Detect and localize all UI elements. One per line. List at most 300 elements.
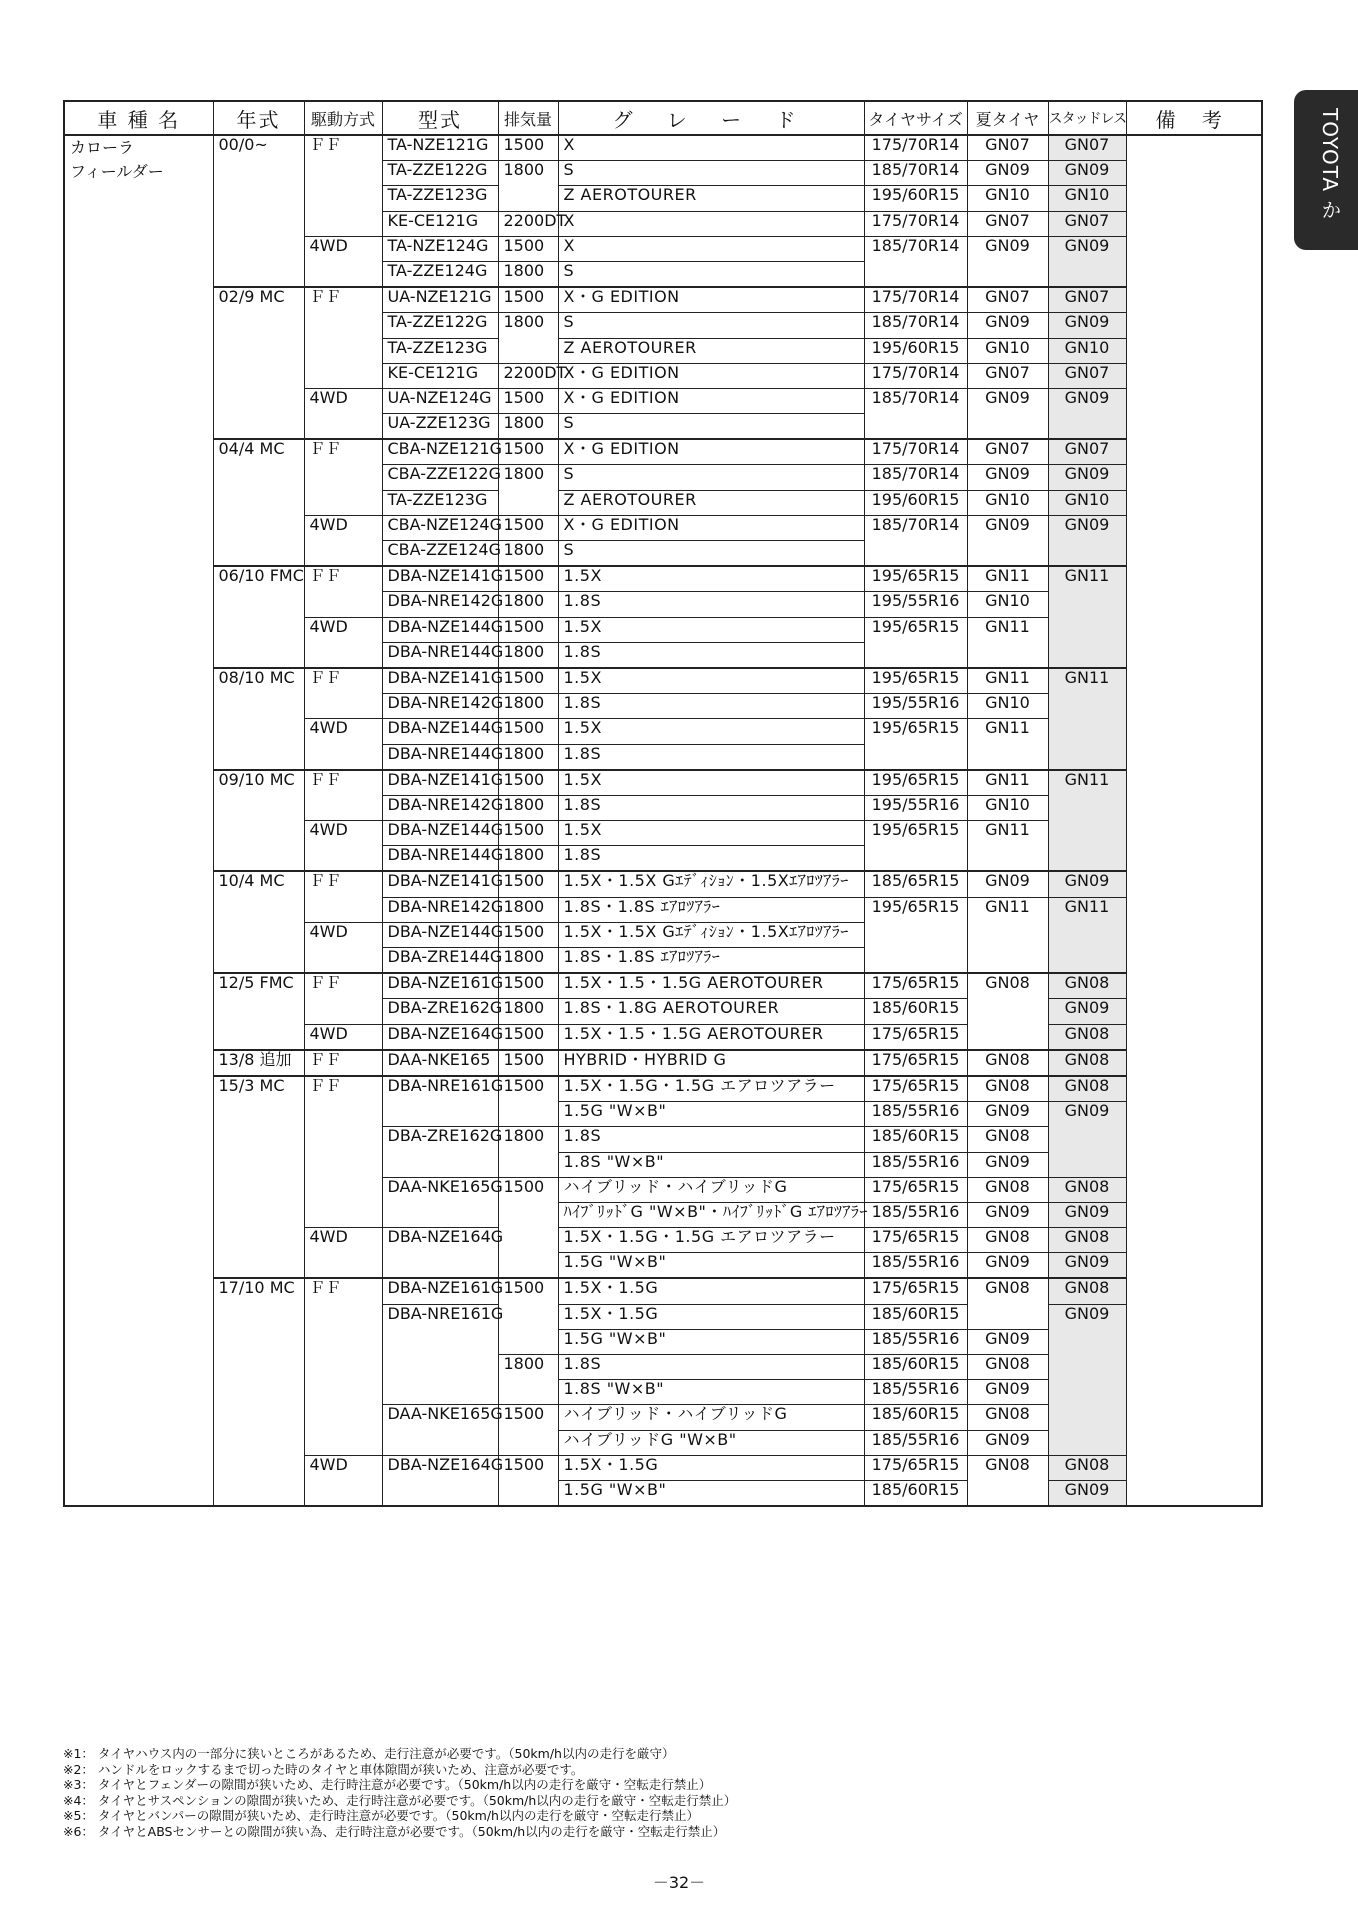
- grade-cell: 1.5G "W×B": [558, 1480, 864, 1506]
- displacement-cell: 1800: [498, 465, 558, 515]
- summer-tire-cell: GN07: [967, 363, 1048, 388]
- summer-tire-cell: GN09: [967, 1380, 1048, 1405]
- studless-tire-cell: GN07: [1048, 211, 1126, 236]
- tire-size-cell: 185/70R14: [864, 313, 967, 338]
- tire-size-cell: 195/65R15: [864, 668, 967, 694]
- model-cell: KE-CE121G: [382, 211, 498, 236]
- drive-cell: ＦＦ: [304, 135, 382, 236]
- model-cell: DBA-NZE161G: [382, 973, 498, 999]
- tire-size-cell: 185/60R15: [864, 999, 967, 1024]
- grade-cell: X: [558, 236, 864, 261]
- grade-cell: 1.5X: [558, 719, 864, 744]
- tire-size-cell: 175/65R15: [864, 1024, 967, 1050]
- footnote-line: ※5： タイヤとバンパーの隙間が狭いため、走行時注意が必要です。（50km/h以内の走行を厳守・空転走行禁止）: [63, 1808, 699, 1823]
- drive-cell: 4WD: [304, 515, 382, 566]
- model-cell: UA-NZE124G: [382, 388, 498, 413]
- table-row: [64, 287, 1262, 313]
- model-cell: TA-ZZE123G: [382, 338, 498, 363]
- displacement-cell: 1800: [498, 592, 558, 617]
- displacement-cell: 1800: [498, 999, 558, 1024]
- model-cell: CBA-NZE121G: [382, 439, 498, 465]
- summer-tire-cell: GN09: [967, 1102, 1048, 1127]
- displacement-cell: 1500: [498, 287, 558, 313]
- summer-tire-cell: GN10: [967, 592, 1048, 617]
- year-cell: 12/5 FMC: [213, 973, 304, 1050]
- displacement-cell: 2200DT: [498, 211, 558, 236]
- displacement-cell: 1800: [498, 313, 558, 363]
- model-cell: DBA-NRE142G: [382, 795, 498, 820]
- tire-size-cell: 175/65R15: [864, 1455, 967, 1480]
- grade-cell: 1.8S・1.8G AEROTOURER: [558, 999, 864, 1024]
- maker-index-tab[interactable]: [1294, 90, 1358, 250]
- grade-cell: 1.8S: [558, 1355, 864, 1380]
- drive-cell: 4WD: [304, 719, 382, 770]
- car-name-line: フィールダー: [70, 162, 164, 181]
- tire-size-cell: 175/65R15: [864, 1076, 967, 1102]
- drive-cell: 4WD: [304, 1228, 382, 1279]
- tire-size-cell: 175/65R15: [864, 1278, 967, 1304]
- year-cell: 09/10 MC: [213, 770, 304, 872]
- drive-cell: 4WD: [304, 1024, 382, 1050]
- tire-size-cell: 185/70R14: [864, 515, 967, 566]
- displacement-cell: 1800: [498, 261, 558, 287]
- tire-size-cell: 195/60R15: [864, 338, 967, 363]
- model-cell: DBA-NZE141G: [382, 770, 498, 796]
- summer-tire-cell: GN09: [967, 1253, 1048, 1279]
- tire-size-cell: 175/65R15: [864, 1228, 967, 1253]
- tire-size-cell: 195/65R15: [864, 617, 967, 668]
- displacement-cell: 1800: [498, 1355, 558, 1405]
- model-cell: DBA-ZRE162G: [382, 1127, 498, 1177]
- summer-tire-cell: GN09: [967, 1152, 1048, 1177]
- drive-cell: 4WD: [304, 1455, 382, 1506]
- displacement-cell: 1500: [498, 973, 558, 999]
- header-year: 年式: [213, 101, 304, 135]
- summer-tire-cell: GN09: [967, 1202, 1048, 1227]
- studless-tire-cell: GN08: [1048, 1455, 1126, 1480]
- displacement-cell: 1800: [498, 1127, 558, 1177]
- tire-size-cell: 195/65R15: [864, 719, 967, 770]
- grade-cell: 1.5G "W×B": [558, 1102, 864, 1127]
- grade-cell: S: [558, 541, 864, 567]
- studless-tire-cell: GN11: [1048, 897, 1126, 973]
- model-cell: DBA-NZE144G: [382, 922, 498, 947]
- displacement-cell: 1500: [498, 1024, 558, 1050]
- tire-size-cell: 175/65R15: [864, 1050, 967, 1076]
- studless-tire-cell: GN07: [1048, 287, 1126, 313]
- model-cell: DBA-NRE142G: [382, 592, 498, 617]
- displacement-cell: 1500: [498, 821, 558, 846]
- summer-tire-cell: GN09: [967, 161, 1048, 186]
- grade-cell: Z AEROTOURER: [558, 490, 864, 515]
- grade-cell: 1.5X: [558, 770, 864, 796]
- table-row: [64, 1278, 1262, 1304]
- tire-size-cell: 185/55R16: [864, 1202, 967, 1227]
- header-row: [64, 101, 1262, 135]
- grade-cell: X・G EDITION: [558, 388, 864, 413]
- grade-cell: 1.8S・1.8S ｴｱﾛﾂｱﾗｰ: [558, 897, 864, 922]
- displacement-cell: 1800: [498, 846, 558, 872]
- table-row: [64, 135, 1262, 161]
- studless-tire-cell: GN09: [1048, 236, 1126, 287]
- grade-cell: 1.5X・1.5G: [558, 1278, 864, 1304]
- grade-cell: 1.8S: [558, 795, 864, 820]
- table-row: [64, 871, 1262, 897]
- summer-tire-cell: GN07: [967, 135, 1048, 161]
- grade-cell: ハイブリッド・ハイブリッドG: [558, 1177, 864, 1202]
- model-cell: DBA-ZRE162G: [382, 999, 498, 1024]
- footnotes: [63, 1746, 1213, 1839]
- year-cell: 10/4 MC: [213, 871, 304, 973]
- summer-tire-cell: GN10: [967, 795, 1048, 820]
- footnote-line: ※6： タイヤとABSセンサーとの隙間が狭い為、走行時注意が必要です。（50km/h以内の走行を厳守・空転走行禁止）: [63, 1823, 726, 1839]
- drive-cell: ＦＦ: [304, 439, 382, 515]
- drive-cell: ＦＦ: [304, 770, 382, 821]
- grade-cell: X・G EDITION: [558, 287, 864, 313]
- tire-size-cell: 185/55R16: [864, 1329, 967, 1354]
- summer-tire-cell: GN08: [967, 1127, 1048, 1152]
- tire-size-cell: 195/55R16: [864, 795, 967, 820]
- year-cell: 08/10 MC: [213, 668, 304, 770]
- summer-tire-cell: GN11: [967, 770, 1048, 796]
- displacement-cell: 1500: [498, 719, 558, 744]
- footnote-line: ※4： タイヤとサスペンションの隙間が狭いため、走行時注意が必要です。（50km/h以内の走行を厳守・空転走行禁止）: [63, 1792, 737, 1808]
- summer-tire-cell: GN11: [967, 897, 1048, 973]
- displacement-cell: 1800: [498, 948, 558, 974]
- model-cell: DBA-NZE164G: [382, 1024, 498, 1050]
- summer-tire-cell: GN09: [967, 313, 1048, 338]
- grade-cell: 1.5X・1.5G: [558, 1455, 864, 1480]
- summer-tire-cell: GN10: [967, 186, 1048, 211]
- summer-tire-cell: GN10: [967, 338, 1048, 363]
- studless-tire-cell: GN09: [1048, 465, 1126, 490]
- displacement-cell: 1500: [498, 770, 558, 796]
- grade-cell: S: [558, 161, 864, 186]
- model-cell: TA-ZZE122G: [382, 161, 498, 186]
- tire-size-cell: 185/60R15: [864, 1127, 967, 1152]
- model-cell: UA-NZE121G: [382, 287, 498, 313]
- summer-tire-cell: GN08: [967, 1177, 1048, 1202]
- model-cell: TA-ZZE124G: [382, 261, 498, 287]
- summer-tire-cell: GN11: [967, 566, 1048, 592]
- grade-cell: 1.5X・1.5X Gｴﾃﾞｨｼｮﾝ・1.5Xｴｱﾛﾂｱﾗｰ: [558, 871, 864, 897]
- studless-tire-cell: GN11: [1048, 770, 1126, 872]
- summer-tire-cell: GN11: [967, 617, 1048, 668]
- model-cell: DBA-NRE144G: [382, 642, 498, 668]
- tire-size-cell: 185/70R14: [864, 465, 967, 490]
- grade-cell: S: [558, 465, 864, 490]
- model-cell: DBA-NZE161G: [382, 1278, 498, 1304]
- summer-tire-cell: GN08: [967, 1228, 1048, 1253]
- displacement-cell: 1500: [498, 1076, 558, 1127]
- tire-size-cell: 185/55R16: [864, 1380, 967, 1405]
- tire-size-cell: 185/55R16: [864, 1430, 967, 1455]
- grade-cell: ハイブリッドG "W×B": [558, 1430, 864, 1455]
- model-cell: DBA-NRE142G: [382, 694, 498, 719]
- summer-tire-cell: GN07: [967, 439, 1048, 465]
- grade-cell: X: [558, 135, 864, 161]
- tire-size-cell: 185/60R15: [864, 1355, 967, 1380]
- summer-tire-cell: GN07: [967, 287, 1048, 313]
- table-row: [64, 1076, 1262, 1102]
- model-cell: DBA-NZE164G: [382, 1228, 498, 1279]
- displacement-cell: 1800: [498, 161, 558, 211]
- drive-cell: ＦＦ: [304, 973, 382, 1024]
- model-cell: UA-ZZE123G: [382, 414, 498, 440]
- year-cell: 02/9 MC: [213, 287, 304, 439]
- summer-tire-cell: GN08: [967, 973, 1048, 1050]
- displacement-cell: 1500: [498, 515, 558, 540]
- grade-cell: 1.5X・1.5G・1.5G エアロツアラー: [558, 1228, 864, 1253]
- tire-size-cell: 185/70R14: [864, 388, 967, 439]
- tire-size-cell: 195/65R15: [864, 566, 967, 592]
- grade-cell: 1.5X・1.5・1.5G AEROTOURER: [558, 973, 864, 999]
- grade-cell: 1.8S: [558, 592, 864, 617]
- studless-tire-cell: GN08: [1048, 1076, 1126, 1102]
- header-drive: 駆動方式: [304, 101, 382, 135]
- summer-tire-cell: GN08: [967, 1050, 1048, 1076]
- studless-tire-cell: GN10: [1048, 490, 1126, 515]
- header-remarks: 備 考: [1126, 101, 1262, 135]
- grade-cell: 1.5G "W×B": [558, 1253, 864, 1279]
- studless-tire-cell: GN08: [1048, 1177, 1126, 1202]
- table-row: [64, 439, 1262, 465]
- summer-tire-cell: GN08: [967, 1405, 1048, 1430]
- displacement-cell: 1500: [498, 388, 558, 413]
- tire-size-cell: 185/60R15: [864, 1480, 967, 1506]
- tire-size-cell: 185/70R14: [864, 236, 967, 287]
- displacement-cell: 1500: [498, 922, 558, 947]
- grade-cell: Z AEROTOURER: [558, 186, 864, 211]
- displacement-cell: 1500: [498, 668, 558, 694]
- tire-fitment-table: [63, 100, 1263, 1507]
- grade-cell: 1.8S: [558, 694, 864, 719]
- summer-tire-cell: GN11: [967, 668, 1048, 694]
- model-cell: DBA-ZRE144G: [382, 948, 498, 974]
- summer-tire-cell: GN10: [967, 490, 1048, 515]
- model-cell: DBA-NZE144G: [382, 719, 498, 744]
- summer-tire-cell: GN11: [967, 719, 1048, 770]
- page-number: －32－: [652, 1873, 706, 1892]
- model-cell: CBA-NZE124G: [382, 515, 498, 540]
- summer-tire-cell: GN09: [967, 515, 1048, 566]
- drive-cell: ＦＦ: [304, 287, 382, 388]
- remarks-cell: [1126, 135, 1262, 1506]
- studless-tire-cell: GN09: [1048, 1202, 1126, 1227]
- displacement-cell: 1500: [498, 135, 558, 161]
- summer-tire-cell: GN11: [967, 821, 1048, 872]
- grade-cell: 1.5X・1.5G・1.5G エアロツアラー: [558, 1076, 864, 1102]
- tire-size-cell: 175/70R14: [864, 135, 967, 161]
- model-cell: TA-ZZE123G: [382, 490, 498, 515]
- tire-size-cell: 185/60R15: [864, 1405, 967, 1430]
- model-cell: DBA-NZE144G: [382, 821, 498, 846]
- studless-tire-cell: GN11: [1048, 668, 1126, 770]
- tire-size-cell: 175/70R14: [864, 211, 967, 236]
- grade-cell: X: [558, 211, 864, 236]
- year-cell: 17/10 MC: [213, 1278, 304, 1506]
- studless-tire-cell: GN09: [1048, 313, 1126, 338]
- summer-tire-cell: GN09: [967, 465, 1048, 490]
- car-name-line: カローラ: [70, 138, 135, 157]
- drive-cell: ＦＦ: [304, 1050, 382, 1076]
- summer-tire-cell: GN10: [967, 694, 1048, 719]
- grade-cell: 1.5G "W×B": [558, 1329, 864, 1354]
- studless-tire-cell: GN09: [1048, 388, 1126, 439]
- studless-tire-cell: GN10: [1048, 338, 1126, 363]
- tire-size-cell: 195/60R15: [864, 490, 967, 515]
- grade-cell: 1.8S: [558, 1127, 864, 1152]
- displacement-cell: 1500: [498, 439, 558, 465]
- summer-tire-cell: GN08: [967, 1355, 1048, 1380]
- drive-cell: 4WD: [304, 821, 382, 872]
- drive-cell: ＦＦ: [304, 1076, 382, 1228]
- tire-size-cell: 175/70R14: [864, 363, 967, 388]
- summer-tire-cell: GN09: [967, 871, 1048, 897]
- studless-tire-cell: GN09: [1048, 999, 1126, 1024]
- tire-size-cell: 195/60R15: [864, 186, 967, 211]
- studless-tire-cell: GN08: [1048, 1228, 1126, 1253]
- grade-cell: X・G EDITION: [558, 439, 864, 465]
- studless-tire-cell: GN09: [1048, 515, 1126, 566]
- studless-tire-cell: GN09: [1048, 161, 1126, 186]
- tire-size-cell: 185/55R16: [864, 1253, 967, 1279]
- model-cell: TA-ZZE122G: [382, 313, 498, 338]
- studless-tire-cell: GN09: [1048, 1253, 1126, 1279]
- drive-cell: ＦＦ: [304, 1278, 382, 1455]
- grade-cell: ハイブリッド・ハイブリッドG: [558, 1405, 864, 1430]
- studless-tire-cell: GN09: [1048, 1304, 1126, 1455]
- tire-size-cell: 195/65R15: [864, 821, 967, 872]
- displacement-cell: 1500: [498, 617, 558, 642]
- tire-size-cell: 185/55R16: [864, 1102, 967, 1127]
- car-name-cell: [64, 135, 213, 1506]
- summer-tire-cell: GN09: [967, 1329, 1048, 1354]
- drive-cell: 4WD: [304, 922, 382, 973]
- table-row: [64, 1050, 1262, 1076]
- grade-cell: S: [558, 313, 864, 338]
- header-car-name: 車 種 名: [64, 101, 213, 135]
- model-cell: TA-NZE124G: [382, 236, 498, 261]
- footnote-line: ※3： タイヤとフェンダーの隙間が狭いため、走行時注意が必要です。（50km/h以内の走行を厳守・空転走行禁止）: [63, 1777, 712, 1792]
- header-grade: グ レ ー ド: [558, 101, 864, 135]
- displacement-cell: 1500: [498, 1405, 558, 1455]
- studless-tire-cell: GN09: [1048, 871, 1126, 897]
- grade-cell: 1.8S "W×B": [558, 1380, 864, 1405]
- grade-cell: X・G EDITION: [558, 515, 864, 540]
- tire-size-cell: 195/65R15: [864, 770, 967, 796]
- summer-tire-cell: GN08: [967, 1076, 1048, 1102]
- model-cell: CBA-ZZE122G: [382, 465, 498, 490]
- displacement-cell: 1500: [498, 1177, 558, 1278]
- displacement-cell: 1500: [498, 1050, 558, 1076]
- model-cell: DBA-NZE141G: [382, 668, 498, 694]
- drive-cell: 4WD: [304, 236, 382, 287]
- summer-tire-cell: GN09: [967, 1430, 1048, 1455]
- tire-size-cell: 175/70R14: [864, 287, 967, 313]
- model-cell: DBA-NZE164G: [382, 1455, 498, 1506]
- studless-tire-cell: GN11: [1048, 566, 1126, 668]
- year-cell: 15/3 MC: [213, 1076, 304, 1279]
- displacement-cell: 1800: [498, 744, 558, 770]
- summer-tire-cell: GN08: [967, 1278, 1048, 1329]
- tire-size-cell: 185/65R15: [864, 871, 967, 897]
- drive-cell: ＦＦ: [304, 566, 382, 617]
- grade-cell: S: [558, 414, 864, 440]
- tire-size-cell: 185/55R16: [864, 1152, 967, 1177]
- header-summer-tire: 夏タイヤ: [967, 101, 1048, 135]
- model-cell: TA-NZE121G: [382, 135, 498, 161]
- tire-size-cell: 195/55R16: [864, 694, 967, 719]
- drive-cell: 4WD: [304, 388, 382, 439]
- model-cell: DBA-NRE144G: [382, 846, 498, 872]
- displacement-cell: 1500: [498, 236, 558, 261]
- studless-tire-cell: GN09: [1048, 1102, 1126, 1178]
- grade-cell: 1.5X・1.5X Gｴﾃﾞｨｼｮﾝ・1.5Xｴｱﾛﾂｱﾗｰ: [558, 922, 864, 947]
- grade-cell: ﾊｲﾌﾞﾘｯﾄﾞG "W×B"・ﾊｲﾌﾞﾘｯﾄﾞG ｴｱﾛﾂｱﾗｰ: [558, 1202, 864, 1227]
- grade-cell: 1.5X: [558, 668, 864, 694]
- grade-cell: S: [558, 261, 864, 287]
- grade-cell: Z AEROTOURER: [558, 338, 864, 363]
- grade-cell: 1.5X: [558, 821, 864, 846]
- displacement-cell: 1800: [498, 642, 558, 668]
- displacement-cell: 1800: [498, 897, 558, 922]
- summer-tire-cell: GN09: [967, 236, 1048, 287]
- summer-tire-cell: GN07: [967, 211, 1048, 236]
- model-cell: DAA-NKE165G: [382, 1405, 498, 1455]
- model-cell: DAA-NKE165: [382, 1050, 498, 1076]
- studless-tire-cell: GN09: [1048, 1480, 1126, 1506]
- grade-cell: 1.5X: [558, 617, 864, 642]
- studless-tire-cell: GN08: [1048, 1024, 1126, 1050]
- tire-size-cell: 185/70R14: [864, 161, 967, 186]
- year-cell: 04/4 MC: [213, 439, 304, 566]
- drive-cell: 4WD: [304, 617, 382, 668]
- displacement-cell: 1500: [498, 566, 558, 592]
- displacement-cell: 2200DT: [498, 363, 558, 388]
- studless-tire-cell: GN08: [1048, 1050, 1126, 1076]
- table-row: [64, 668, 1262, 694]
- grade-cell: 1.8S・1.8S ｴｱﾛﾂｱﾗｰ: [558, 948, 864, 974]
- displacement-cell: 1800: [498, 694, 558, 719]
- studless-tire-cell: GN07: [1048, 135, 1126, 161]
- tire-size-cell: 175/65R15: [864, 1177, 967, 1202]
- studless-tire-cell: GN10: [1048, 186, 1126, 211]
- displacement-cell: 1800: [498, 541, 558, 567]
- model-cell: CBA-ZZE124G: [382, 541, 498, 567]
- maker-index-label: TOYOTA か: [1318, 108, 1342, 221]
- header-displacement: 排気量: [498, 101, 558, 135]
- displacement-cell: 1500: [498, 871, 558, 897]
- displacement-cell: 1800: [498, 795, 558, 820]
- model-cell: DAA-NKE165G: [382, 1177, 498, 1227]
- model-cell: DBA-NZE141G: [382, 871, 498, 897]
- table-row: [64, 770, 1262, 796]
- header-tire-size: タイヤサイズ: [864, 101, 967, 135]
- tire-size-cell: 175/70R14: [864, 439, 967, 465]
- model-cell: DBA-NRE161G: [382, 1304, 498, 1405]
- drive-cell: ＦＦ: [304, 871, 382, 922]
- year-cell: 06/10 FMC: [213, 566, 304, 668]
- displacement-cell: 1500: [498, 1455, 558, 1506]
- footnote-line: ※1： タイヤハウス内の一部分に狭いところがあるため、走行注意が必要です。（50km/h以内の走行を厳守）: [63, 1746, 675, 1761]
- grade-cell: 1.5X: [558, 566, 864, 592]
- studless-tire-cell: GN07: [1048, 439, 1126, 465]
- header-studless-tire: スタッドレス: [1048, 101, 1126, 135]
- model-cell: DBA-NRE161G: [382, 1076, 498, 1127]
- displacement-cell: 1800: [498, 414, 558, 440]
- year-cell: 00/0~: [213, 135, 304, 287]
